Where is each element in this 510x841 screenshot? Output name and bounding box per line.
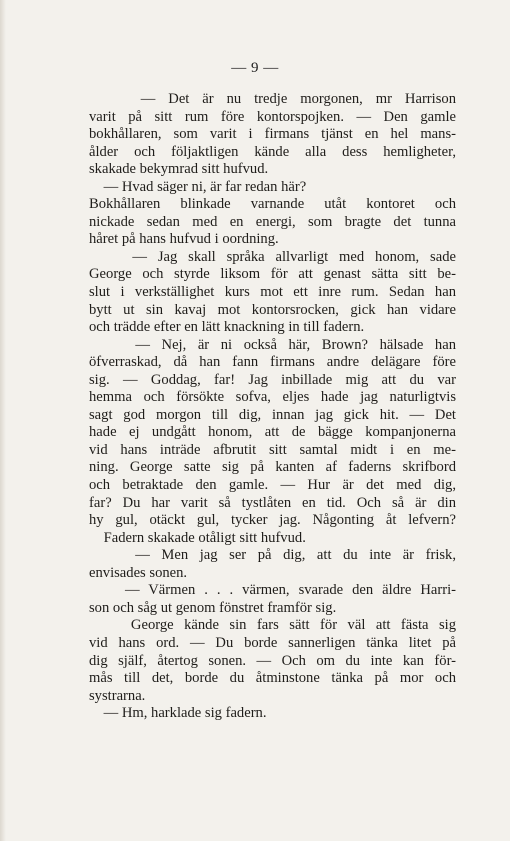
- text-line: mås till det, borde du åtminstone tänka på mor och: [89, 670, 456, 687]
- text-line: öfverraskad, då han fann firmans andre delägare före: [89, 354, 456, 371]
- text-line: hy gul, otäckt gul, tycker jag. Någonting åt lefvern?: [89, 512, 456, 529]
- text-line: bytt ut sin kavaj mot kontorsrocken, gick han vidare: [89, 301, 456, 318]
- text-line: varit på sitt rum före kontorspojken. — Den gamle: [89, 108, 456, 125]
- text-line: bokhållaren, som varit i firmans tjänst en hel mans-: [89, 126, 456, 143]
- text-line: — Jag skall språka allvarligt med honom, sade: [89, 248, 456, 265]
- text-line: Bokhållaren blinkade varnande utåt kontoret och: [89, 196, 456, 213]
- page-binding-edge: [0, 0, 6, 841]
- text-line: skakade bekymrad sitt hufvud.: [89, 161, 269, 178]
- text-line: systrarna.: [89, 687, 146, 704]
- text-line: ning. George satte sig på kanten af faderns skrifbord: [89, 459, 456, 476]
- text-line: George och styrde liksom för att genast sätta sitt be-: [89, 266, 456, 283]
- text-line: — Hvad säger ni, är far redan här?: [89, 178, 307, 195]
- text-line: son och såg ut genom fönstret framför sig.: [89, 599, 337, 616]
- text-line: vid hans inträde afbrutit sitt samtal midt i en me-: [89, 441, 456, 458]
- text-line: — Nej, är ni också här, Brown? hälsade han: [89, 336, 456, 353]
- text-line: sig. — Goddag, far! Jag inbillade mig att du var: [89, 371, 456, 388]
- text-line: slut i verkställighet kurs mot ett inre rum. Sedan han: [89, 284, 456, 301]
- text-line: — Men jag ser på dig, att du inte är frisk,: [89, 547, 456, 564]
- text-line: — Hm, harklade sig fadern.: [89, 705, 267, 722]
- text-line: hade ej undgått honom, att de bägge kompanjonerna: [89, 424, 456, 441]
- text-line: håret på hans hufvud i oordning.: [89, 231, 279, 248]
- text-line: nickade sedan med en energi, som bragte det tunna: [89, 213, 456, 230]
- text-line: — Värmen . . . värmen, svarade den äldre Harri-: [89, 582, 456, 599]
- text-line: envisades sonen.: [89, 564, 188, 581]
- body-text: [89, 91, 456, 723]
- text-line: vid hans ord. — Du borde sannerligen tänka litet på: [89, 634, 456, 651]
- page-number: — 9 —: [231, 60, 279, 76]
- text-line: sagt god morgon till dig, innan jag gick hit. — Det: [89, 406, 456, 423]
- text-line: och trädde efter en lätt knackning in till fadern.: [89, 319, 365, 336]
- text-line: dig själf, återtog sonen. — Och om du inte kan för-: [89, 652, 456, 669]
- text-line: George kände sin fars sätt för väl att fästa sig: [89, 617, 456, 634]
- text-line: ålder och följaktligen kände alla dess hemligheter,: [89, 143, 456, 160]
- text-line: och betraktade den gamle. — Hur är det med dig,: [89, 477, 456, 494]
- text-line: far? Du har varit så tystlåten en tid. Och så är din: [89, 494, 456, 511]
- text-line: hemma och försökte sofva, eljes hade jag naturligtvis: [89, 389, 456, 406]
- text-line: Fadern skakade otåligt sitt hufvud.: [89, 529, 306, 546]
- text-line: — Det är nu tredje morgonen, mr Harrison: [89, 91, 456, 107]
